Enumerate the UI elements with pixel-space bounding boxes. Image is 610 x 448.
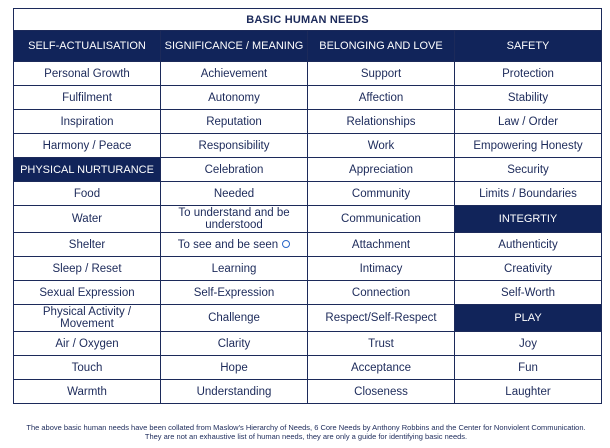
need-cell: Harmony / Peace bbox=[14, 134, 161, 158]
table-row bbox=[14, 206, 602, 233]
column-header-1: SELF-ACTUALISATION bbox=[14, 31, 161, 62]
header-row bbox=[14, 31, 602, 62]
need-cell: Autonomy bbox=[161, 86, 308, 110]
need-cell: Appreciation bbox=[308, 158, 455, 182]
need-cell: Personal Growth bbox=[14, 62, 161, 86]
table-row bbox=[14, 134, 602, 158]
need-cell: Celebration bbox=[161, 158, 308, 182]
category-header: PLAY bbox=[455, 305, 602, 332]
needs-table bbox=[13, 8, 602, 404]
need-cell: Clarity bbox=[161, 332, 308, 356]
category-header: PHYSICAL NURTURANCE bbox=[14, 158, 161, 182]
need-cell: Sleep / Reset bbox=[14, 257, 161, 281]
column-header-3: BELONGING AND LOVE bbox=[308, 31, 455, 62]
need-cell: Touch bbox=[14, 356, 161, 380]
need-cell: Shelter bbox=[14, 233, 161, 257]
need-cell: Work bbox=[308, 134, 455, 158]
need-cell: Self-Expression bbox=[161, 281, 308, 305]
need-cell: Joy bbox=[455, 332, 602, 356]
need-cell: Community bbox=[308, 182, 455, 206]
need-cell: Authenticity bbox=[455, 233, 602, 257]
need-cell: Self-Worth bbox=[455, 281, 602, 305]
need-cell: Trust bbox=[308, 332, 455, 356]
need-cell: Inspiration bbox=[14, 110, 161, 134]
table-row bbox=[14, 86, 602, 110]
need-cell: Air / Oxygen bbox=[14, 332, 161, 356]
need-cell: Understanding bbox=[161, 380, 308, 404]
need-label: To see and be seen bbox=[177, 238, 279, 251]
need-cell: Connection bbox=[308, 281, 455, 305]
need-cell: Security bbox=[455, 158, 602, 182]
need-cell: Law / Order bbox=[455, 110, 602, 134]
need-cell: Attachment bbox=[308, 233, 455, 257]
need-cell: Water bbox=[14, 206, 161, 233]
need-cell: Empowering Honesty bbox=[455, 134, 602, 158]
table-row bbox=[14, 356, 602, 380]
footnote: The above basic human needs have been collated from Maslow's Hierarchy of Needs, 6 Core Needs by Anthony Robbins and the Center for Nonviolent Communication. They are not an exhaustive list of human needs, they are only a guide for identifying basic needs. bbox=[26, 423, 586, 441]
need-cell: Acceptance bbox=[308, 356, 455, 380]
table-row bbox=[14, 110, 602, 134]
table-row bbox=[14, 380, 602, 404]
need-cell: Hope bbox=[161, 356, 308, 380]
table-row bbox=[14, 257, 602, 281]
need-cell: To understand and be understood bbox=[161, 206, 308, 233]
need-cell: Respect/Self-Respect bbox=[308, 305, 455, 332]
table-row bbox=[14, 62, 602, 86]
column-header-4: SAFETY bbox=[455, 31, 602, 62]
table-row bbox=[14, 182, 602, 206]
need-cell: Closeness bbox=[308, 380, 455, 404]
need-cell: Needed bbox=[161, 182, 308, 206]
need-cell: Learning bbox=[161, 257, 308, 281]
need-cell: Reputation bbox=[161, 110, 308, 134]
need-cell: Intimacy bbox=[308, 257, 455, 281]
table-row bbox=[14, 332, 602, 356]
table-row bbox=[14, 158, 602, 182]
category-header: INTEGRTIY bbox=[455, 206, 602, 233]
need-cell: Responsibility bbox=[161, 134, 308, 158]
need-cell: Affection bbox=[308, 86, 455, 110]
need-cell: Stability bbox=[455, 86, 602, 110]
need-cell: Protection bbox=[455, 62, 602, 86]
need-cell: Warmth bbox=[14, 380, 161, 404]
need-cell: Food bbox=[14, 182, 161, 206]
need-cell: Challenge bbox=[161, 305, 308, 332]
table-row bbox=[14, 305, 602, 332]
need-cell bbox=[161, 233, 308, 257]
need-cell: Fulfilment bbox=[14, 86, 161, 110]
need-cell: Achievement bbox=[161, 62, 308, 86]
title-row bbox=[14, 9, 602, 31]
table-title: BASIC HUMAN NEEDS bbox=[14, 9, 602, 31]
need-cell: Sexual Expression bbox=[14, 281, 161, 305]
need-cell: Communication bbox=[308, 206, 455, 233]
need-cell: Limits / Boundaries bbox=[455, 182, 602, 206]
need-cell: Creativity bbox=[455, 257, 602, 281]
need-cell: Fun bbox=[455, 356, 602, 380]
need-cell: Laughter bbox=[455, 380, 602, 404]
need-cell: Support bbox=[308, 62, 455, 86]
table-row bbox=[14, 281, 602, 305]
need-cell: Physical Activity / Movement bbox=[14, 305, 161, 332]
table-row bbox=[14, 233, 602, 257]
need-cell: Relationships bbox=[308, 110, 455, 134]
column-header-2: SIGNIFICANCE / MEANING bbox=[161, 31, 308, 62]
circle-mark-icon bbox=[282, 240, 290, 248]
